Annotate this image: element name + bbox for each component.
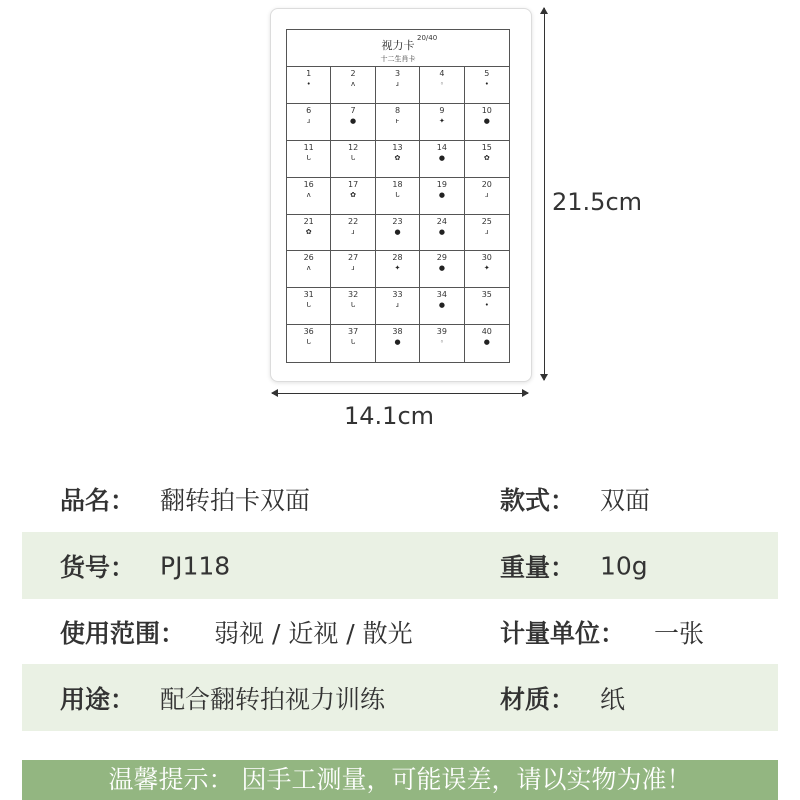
spec-label: 货号： [60, 552, 136, 582]
vision-card-cell [331, 104, 375, 141]
zodiac-symbol-icon: ● [438, 153, 445, 162]
cell-number: 2 [350, 69, 356, 78]
cell-number: 13 [392, 142, 403, 152]
zodiac-symbol-icon: ʌ [306, 190, 311, 199]
cell-number: 23 [392, 216, 403, 226]
spec-label: 材质： [500, 684, 576, 714]
vision-card-header [287, 30, 509, 67]
cell-number: 12 [348, 142, 359, 152]
vision-card-cell [331, 288, 375, 325]
cell-number: 40 [481, 327, 492, 337]
zodiac-symbol-icon: • [306, 80, 311, 88]
cell-number: 30 [481, 253, 492, 263]
zodiac-symbol-icon: ᒐ [350, 338, 356, 347]
zodiac-symbol-icon: ● [394, 338, 401, 347]
vision-card-cell [376, 251, 420, 288]
zodiac-symbol-icon: ● [438, 264, 445, 273]
zodiac-symbol-icon: ◦ [439, 80, 444, 88]
zodiac-symbol-icon: ᒐ [306, 153, 311, 162]
vision-card-cell [465, 104, 509, 141]
spec-value: 翻转拍卡双面 [160, 485, 311, 515]
vision-card-cell [287, 141, 331, 178]
vision-card-cell [331, 325, 375, 362]
spec-value: 10g [600, 551, 648, 580]
cell-number: 37 [348, 327, 359, 337]
cell-number: 7 [350, 105, 356, 115]
height-dimension-label: 21.5cm [552, 188, 643, 216]
vision-card-cell [465, 178, 509, 215]
cell-number: 6 [306, 105, 312, 115]
cell-number: 33 [392, 290, 403, 300]
cell-number: 1 [306, 69, 312, 78]
vision-card-cell [465, 251, 509, 288]
vision-card-cell [465, 141, 509, 178]
vision-card-subtitle: 十二生肖卡 [380, 55, 416, 63]
cell-number: 8 [394, 105, 401, 115]
zodiac-symbol-icon: ⱶ [395, 116, 400, 125]
zodiac-symbol-icon: • [484, 301, 489, 310]
cell-number: 18 [392, 179, 403, 189]
vision-card-cell [287, 251, 331, 288]
vision-card-cell [420, 104, 464, 141]
cell-number: 20 [481, 179, 492, 189]
vision-card-cell [465, 288, 509, 325]
width-arrow [272, 393, 528, 394]
vision-card-cell [331, 67, 375, 104]
cell-number: 11 [303, 142, 314, 152]
cell-number: 32 [348, 290, 359, 300]
spec-value: 双面 [600, 485, 651, 515]
zodiac-symbol-icon: ɹ [485, 190, 489, 199]
zodiac-symbol-icon: ✦ [438, 116, 445, 125]
cell-number: 15 [481, 142, 492, 152]
zodiac-symbol-icon: ◦ [439, 338, 444, 347]
notice-banner: 温馨提示： 因手工测量，可能误差，请以实物为准！ [22, 760, 778, 800]
spec-label: 款式： [500, 485, 576, 515]
vision-card-cell [331, 251, 375, 288]
zodiac-symbol-icon: ᒐ [350, 153, 356, 162]
vision-card-fraction: 20/40 [417, 34, 438, 42]
vision-card-cell [420, 178, 464, 215]
zodiac-symbol-icon: ɹ [307, 116, 311, 125]
vision-card-cell [420, 215, 464, 252]
zodiac-symbol-icon: ● [483, 338, 490, 347]
spec-value: 纸 [600, 684, 626, 714]
vision-card-cell [376, 67, 420, 104]
zodiac-symbol-icon: ɹ [485, 227, 489, 236]
cell-number: 3 [394, 69, 401, 78]
vision-card-title: 视力卡 [381, 39, 415, 52]
spec-label: 重量： [500, 552, 576, 582]
vision-card-cell [287, 288, 331, 325]
zodiac-symbol-icon: ✿ [483, 153, 490, 162]
cell-number: 29 [436, 253, 447, 263]
zodiac-symbol-icon: ɹ [351, 227, 355, 236]
cell-number: 39 [436, 327, 447, 337]
zodiac-symbol-icon: ● [438, 301, 445, 310]
cell-number: 34 [436, 290, 447, 300]
vision-card-cell [376, 215, 420, 252]
vision-card-cell [287, 215, 331, 252]
vision-card-cell [420, 325, 464, 362]
zodiac-symbol-icon: ● [438, 190, 445, 199]
spec-value: 一张 [654, 618, 705, 648]
vision-card-grid [287, 67, 509, 362]
spec-value: 配合翻转拍视力训练 [160, 684, 386, 714]
zodiac-symbol-icon: ● [350, 116, 357, 125]
vision-card-frame [286, 29, 510, 363]
spec-row-code [22, 532, 778, 599]
zodiac-symbol-icon: ✿ [305, 227, 312, 236]
vision-card-cell [331, 141, 375, 178]
cell-number: 19 [436, 179, 447, 189]
zodiac-symbol-icon: ᒐ [395, 190, 400, 199]
vision-card-cell [376, 288, 420, 325]
width-dimension-label: 14.1cm [344, 402, 435, 430]
zodiac-symbol-icon: ɹ [351, 264, 355, 273]
zodiac-symbol-icon: ● [483, 116, 490, 125]
vision-card-cell [420, 67, 464, 104]
spec-label: 计量单位： [500, 618, 626, 648]
zodiac-symbol-icon: ɹ [396, 301, 399, 310]
vision-card-cell [376, 178, 420, 215]
cell-number: 27 [348, 253, 359, 263]
cell-number: 38 [392, 327, 403, 337]
cell-number: 36 [303, 327, 314, 337]
cell-number: 28 [392, 253, 403, 263]
cell-number: 22 [348, 216, 359, 226]
vision-card-cell [376, 141, 420, 178]
vision-card-cell [331, 215, 375, 252]
zodiac-symbol-icon: • [484, 80, 489, 88]
vision-card-cell [465, 67, 509, 104]
vision-card-cell [331, 178, 375, 215]
vision-card-cell [287, 104, 331, 141]
cell-number: 35 [481, 290, 492, 300]
cell-number: 21 [303, 216, 314, 226]
cell-number: 10 [481, 105, 492, 115]
cell-number: 9 [439, 105, 445, 115]
spec-label: 品名： [60, 485, 136, 515]
zodiac-symbol-icon: ● [394, 227, 401, 236]
cell-number: 4 [439, 69, 445, 78]
vision-card-cell [420, 288, 464, 325]
vision-card-cell [376, 104, 420, 141]
vision-card-cell [287, 67, 331, 104]
vision-card-cell [465, 325, 509, 362]
vision-card-image [270, 8, 532, 382]
vision-card-cell [465, 215, 509, 252]
spec-value: 弱视 / 近视 / 散光 [214, 618, 413, 648]
zodiac-symbol-icon: ᒐ [306, 338, 311, 347]
spec-row-usage [22, 664, 778, 731]
zodiac-symbol-icon: ʌ [306, 264, 311, 273]
vision-card-cell [420, 251, 464, 288]
zodiac-symbol-icon: ɹ [396, 80, 399, 88]
height-arrow [544, 8, 545, 380]
zodiac-symbol-icon: ✿ [350, 190, 357, 199]
spec-label: 使用范围： [60, 618, 186, 648]
cell-number: 31 [303, 290, 314, 300]
cell-number: 25 [481, 216, 492, 226]
spec-value: PJ118 [160, 551, 231, 580]
cell-number: 5 [484, 69, 490, 78]
spec-row-name [22, 465, 778, 532]
zodiac-symbol-icon: ᒐ [350, 301, 356, 310]
zodiac-symbol-icon: ✦ [394, 264, 401, 273]
zodiac-symbol-icon: ᒐ [306, 301, 311, 310]
zodiac-symbol-icon: ● [438, 227, 445, 236]
cell-number: 14 [436, 142, 447, 152]
cell-number: 26 [303, 253, 314, 263]
cell-number: 24 [436, 216, 447, 226]
vision-card-cell [420, 141, 464, 178]
zodiac-symbol-icon: ✿ [394, 153, 401, 162]
vision-card-cell [287, 178, 331, 215]
vision-card-cell [287, 325, 331, 362]
spec-label: 用途： [60, 684, 136, 714]
spec-row-scope [22, 598, 778, 665]
vision-card-cell [376, 325, 420, 362]
zodiac-symbol-icon: ✦ [483, 264, 490, 273]
cell-number: 16 [303, 179, 314, 189]
zodiac-symbol-icon: ʌ [351, 80, 356, 88]
cell-number: 17 [348, 179, 359, 189]
